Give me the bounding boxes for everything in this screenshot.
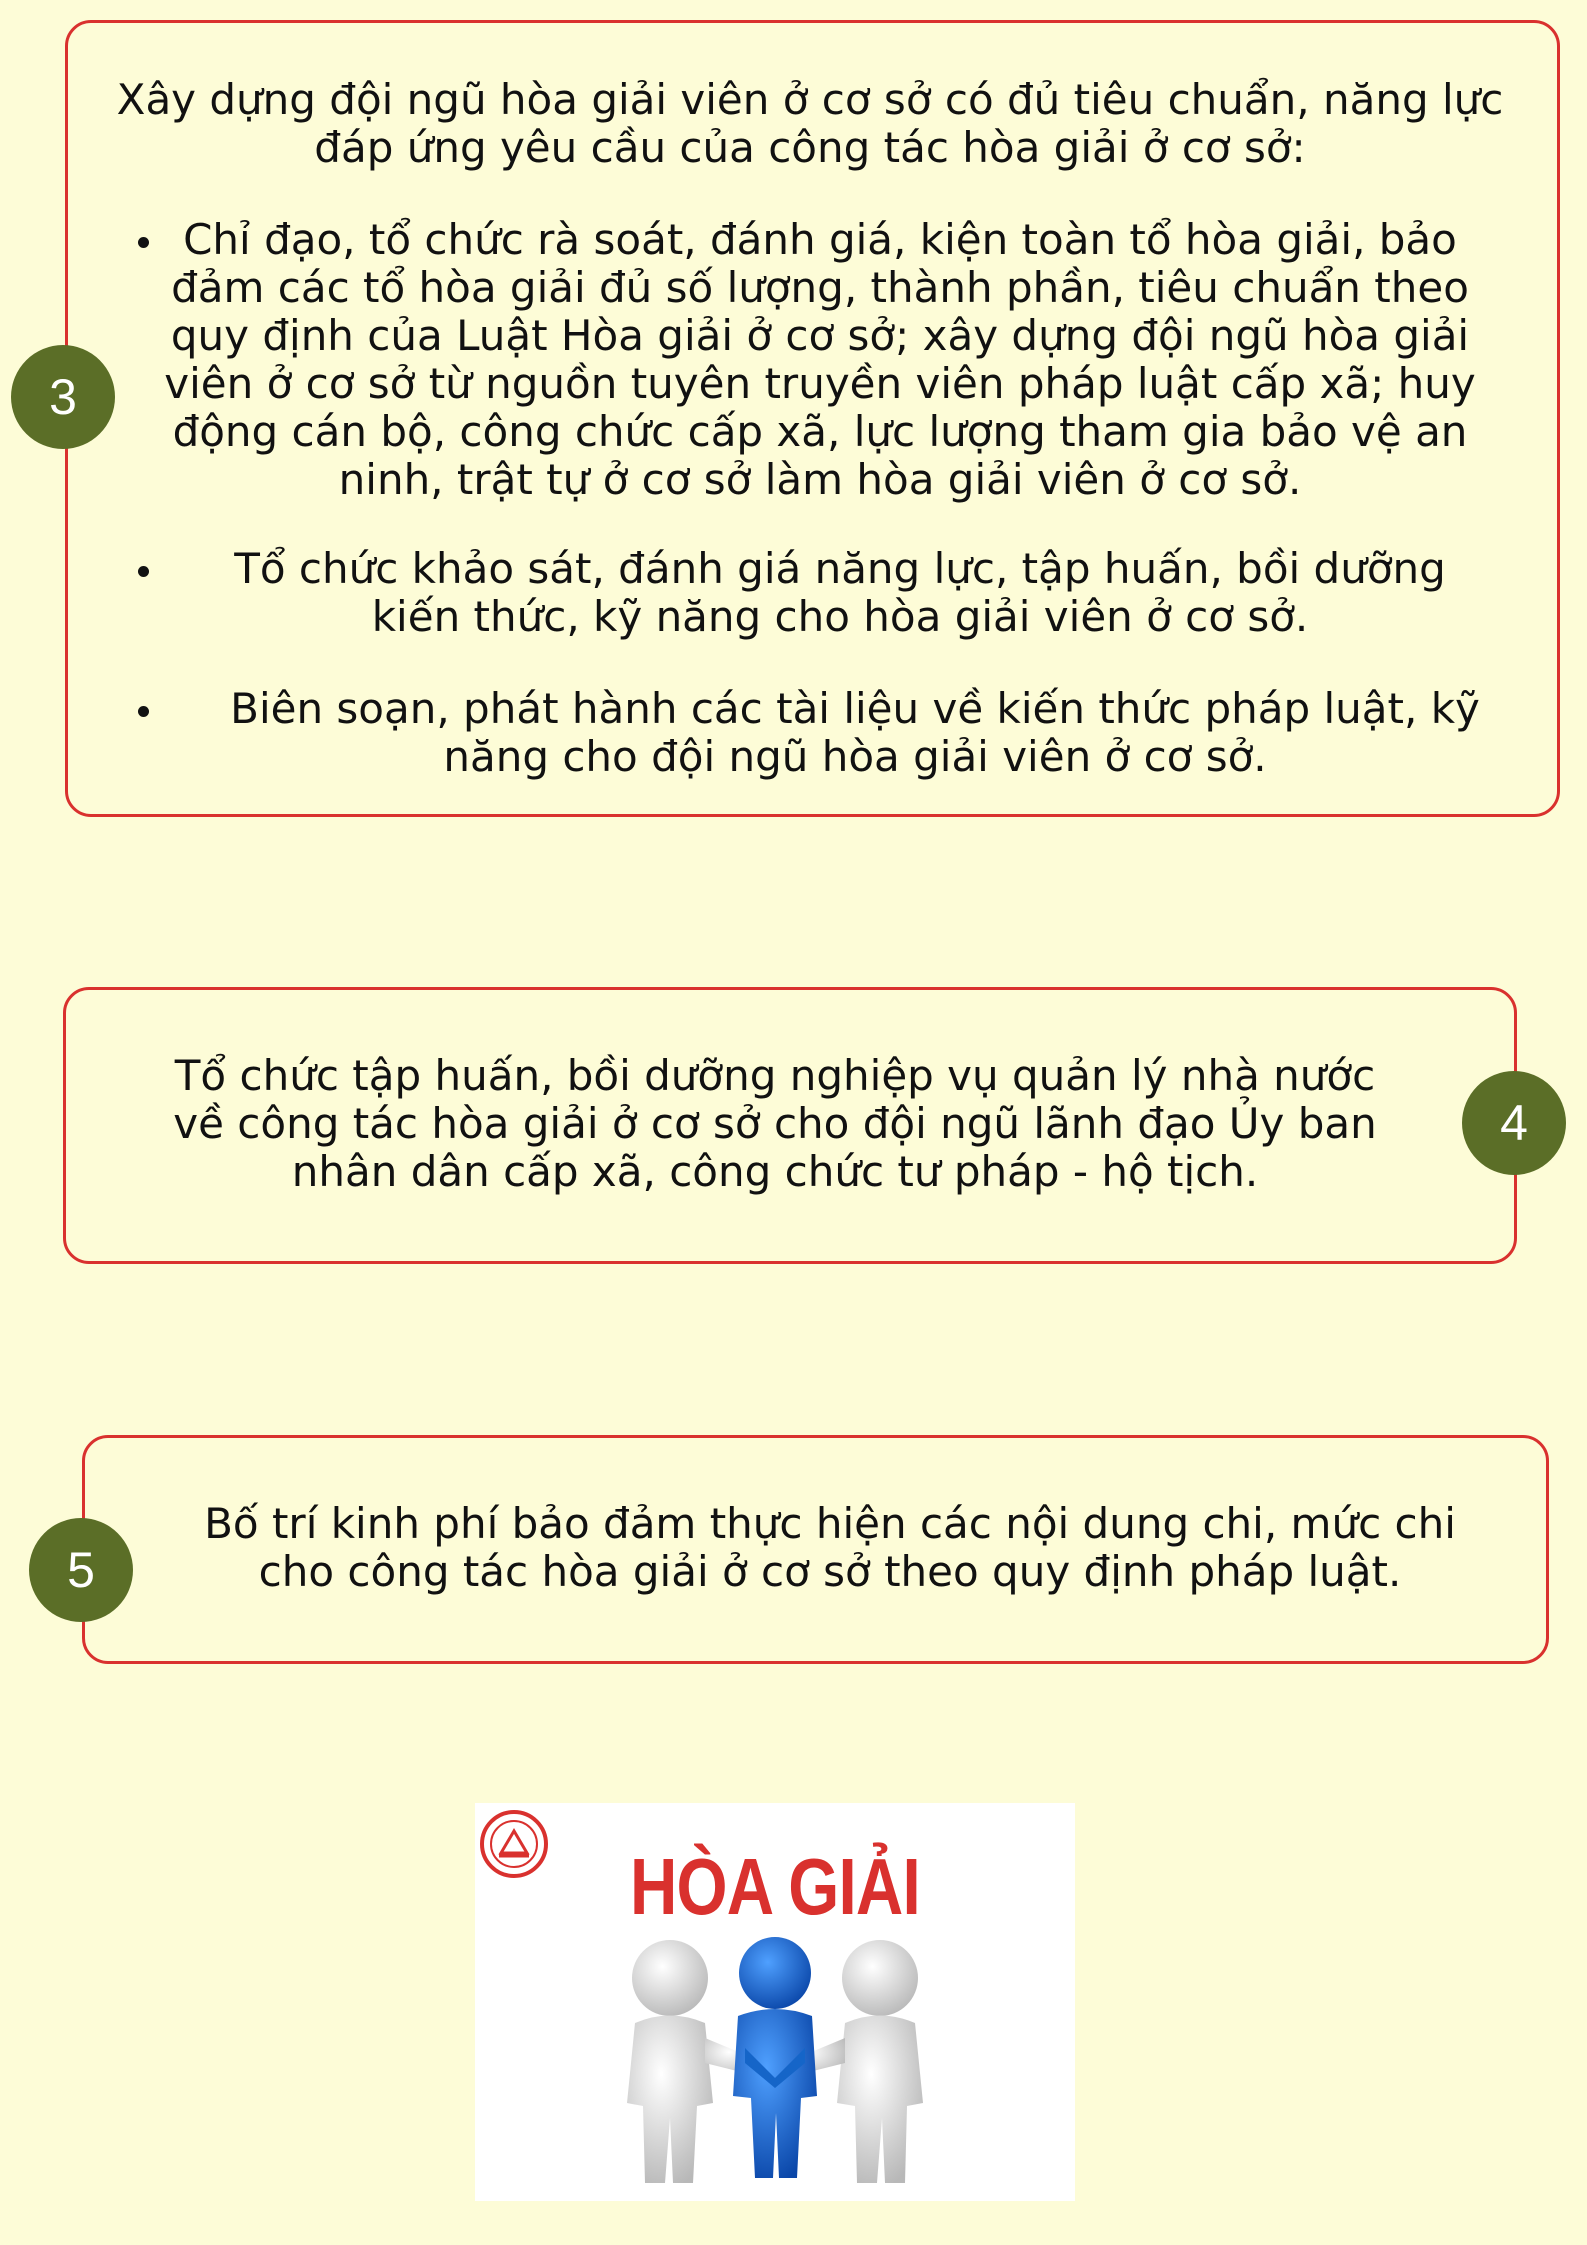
section-3-bullet-2: Tổ chức khảo sát, đánh giá năng lực, tập huấn, bồi dưỡng kiến thức, kỹ năng cho hòa giải viên ở cơ sở. <box>234 544 1446 641</box>
hoa-giai-illustration <box>475 1803 1075 2201</box>
bullet-dot <box>138 706 149 717</box>
handshake-figures-icon <box>605 1928 945 2188</box>
section-3-bullet-3: Biên soạn, phát hành các tài liệu về kiến thức pháp luật, kỹ năng cho đội ngũ hòa giải viên ở cơ sở. <box>230 684 1480 781</box>
emblem-icon <box>479 1809 549 1879</box>
illustration-title: HÒA GIẢI <box>630 1842 920 1931</box>
section-5-number-badge: 5 <box>29 1518 133 1622</box>
section-4-number-badge: 4 <box>1462 1071 1566 1175</box>
section-4-text: Tổ chức tập huấn, bồi dưỡng nghiệp vụ quản lý nhà nước về công tác hòa giải ở cơ sở cho đội ngũ lãnh đạo Ủy ban nhân dân cấp xã, công chức tư pháp - hộ tịch. <box>173 1051 1377 1196</box>
section-3-number-badge: 3 <box>11 345 115 449</box>
section-3-bullet-1: Chỉ đạo, tổ chức rà soát, đánh giá, kiện toàn tổ hòa giải, bảo đảm các tổ hòa giải đủ số lượng, thành phần, tiêu chuẩn theo quy định của Luật Hòa giải ở cơ sở; xây dựng đội ngũ hòa giải viên ở cơ sở từ nguồn tuyên truyền viên pháp luật cấp xã; huy động cán bộ, công chức cấp xã, lực lượng tham gia bảo vệ an ninh, trật tự ở cơ sở làm hòa giải viên ở cơ sở. <box>164 215 1476 504</box>
bullet-dot <box>138 566 149 577</box>
section-3-intro: Xây dựng đội ngũ hòa giải viên ở cơ sở có đủ tiêu chuẩn, năng lực đáp ứng yêu cầu của công tác hòa giải ở cơ sở: <box>116 75 1504 172</box>
bullet-dot <box>138 237 149 248</box>
section-5-text: Bố trí kinh phí bảo đảm thực hiện các nội dung chi, mức chi cho công tác hòa giải ở cơ sở theo quy định pháp luật. <box>204 1499 1456 1596</box>
